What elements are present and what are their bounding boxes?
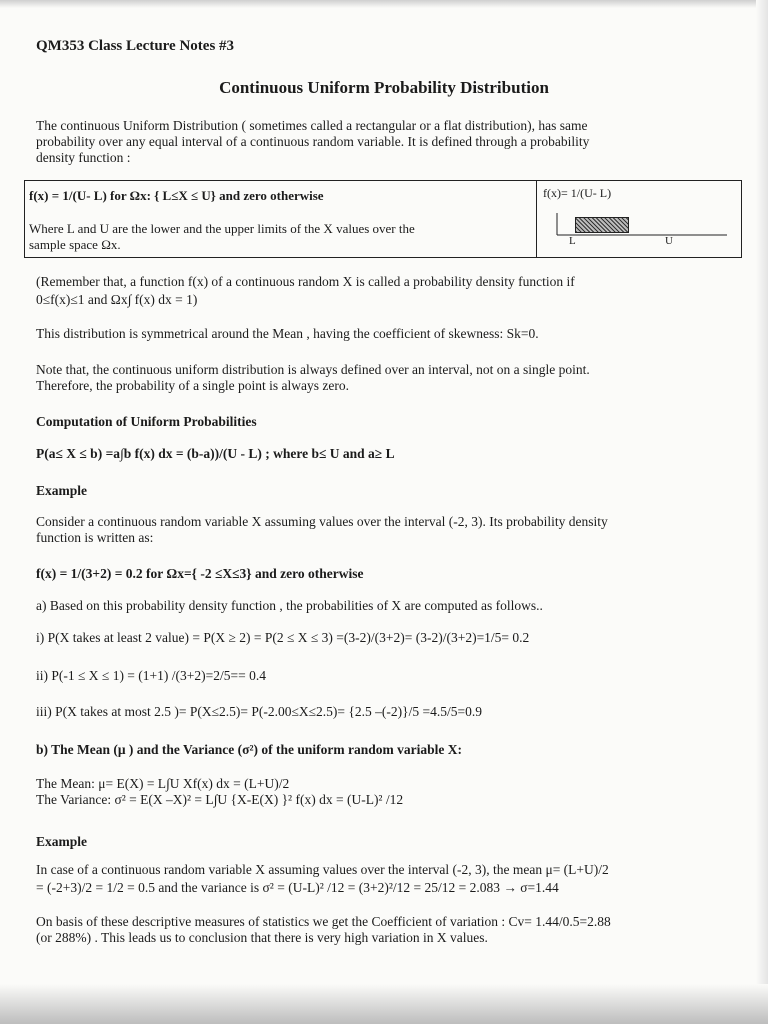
note-line-1: Note that, the continuous uniform distribution is always defined over an interval, not on a single point.	[36, 362, 590, 377]
page-edge-right	[756, 0, 768, 1024]
course-header: QM353 Class Lecture Notes #3	[36, 38, 235, 54]
probability-iii: iii) P(X takes at most 2.5 )= P(X≤2.5)= P(-2.00≤X≤2.5)= {2.5 –(-2)}/5 =4.5/5=0.9	[36, 704, 482, 719]
intro-line-1: The continuous Uniform Distribution ( sometimes called a rectangular or a flat distribution), has same	[36, 118, 588, 133]
document-title: Continuous Uniform Probability Distribution	[219, 78, 549, 97]
upper-limit-label: U	[665, 235, 673, 247]
remember-line-2: 0≤f(x)≤1 and Ωx∫ f(x) dx = 1)	[36, 292, 198, 307]
probability-i: i) P(X takes at least 2 value) = P(X ≥ 2) = P(2 ≤ X ≤ 3) =(3-2)/(3+2)= (3-2)/(3+2)=1/5= 0.2	[36, 630, 530, 645]
limits-explanation-1: Where L and U are the lower and the upper limits of the X values over the	[29, 221, 415, 236]
example2-line-2: = (-2+3)/2 = 1/2 = 0.5 and the variance is σ² = (U-L)² /12 = (3+2)²/12 = 25/12 = 2.083 → σ=1.44	[36, 880, 559, 895]
mean-formula: The Mean: μ= E(X) = L∫U Xf(x) dx = (L+U)/2	[36, 776, 290, 791]
page-edge-bottom	[0, 984, 768, 1024]
remember-line-1: (Remember that, a function f(x) of a continuous random X is called a probability density function if	[36, 274, 575, 289]
lower-limit-label: L	[569, 235, 576, 247]
symmetry-note: This distribution is symmetrical around the Mean , having the coefficient of skewness: Sk=0.	[36, 326, 539, 341]
page-edge-top	[0, 0, 768, 8]
intro-line-3: density function :	[36, 150, 131, 165]
part-b-heading: b) The Mean (μ ) and the Variance (σ²) of the uniform random variable X:	[36, 742, 463, 757]
example-line-2: function is written as:	[36, 530, 154, 545]
conclusion-line-1: On basis of these descriptive measures of statistics we get the Coefficient of variation : Cv= 1.44/0.5=2.88	[36, 914, 611, 929]
example-line-1: Consider a continuous random variable X assuming values over the interval (-2, 3). Its probability density	[36, 514, 608, 529]
example-pdf: f(x) = 1/(3+2) = 0.2 for Ωx={ -2 ≤X≤3} and zero otherwise	[36, 566, 364, 581]
example-heading-2: Example	[36, 834, 88, 849]
computation-heading: Computation of Uniform Probabilities	[36, 414, 257, 429]
definition-box	[24, 180, 742, 258]
example-heading-1: Example	[36, 483, 88, 498]
intro-line-2: probability over any equal interval of a continuous random variable. It is defined through a probability	[36, 134, 590, 149]
variance-formula: The Variance: σ² = E(X –X)² = L∫U {X-E(X) }² f(x) dx = (U-L)² /12	[36, 792, 404, 807]
part-a: a) Based on this probability density function , the probabilities of X are computed as follows..	[36, 598, 543, 613]
conclusion-line-2: (or 288%) . This leads us to conclusion that there is very high variation in X values.	[36, 930, 488, 945]
density-rectangle	[575, 217, 629, 233]
computation-formula: P(a≤ X ≤ b) =a∫b f(x) dx = (b-a))/(U - L) ; where b≤ U and a≥ L	[36, 446, 395, 461]
uniform-density-sketch	[549, 207, 739, 251]
limits-explanation-2: sample space Ωx.	[29, 237, 121, 252]
example2-line-1: In case of a continuous random variable X assuming values over the interval (-2, 3), the mean μ= (L+U)/2	[36, 862, 609, 877]
probability-ii: ii) P(-1 ≤ X ≤ 1) = (1+1) /(3+2)=2/5== 0.4	[36, 668, 266, 683]
pdf-definition: f(x) = 1/(U- L) for Ωx: { L≤X ≤ U} and zero otherwise	[29, 188, 324, 203]
note-line-2: Therefore, the probability of a single point is always zero.	[36, 378, 350, 393]
box-divider	[536, 181, 537, 257]
plot-label: f(x)= 1/(U- L)	[543, 186, 612, 200]
